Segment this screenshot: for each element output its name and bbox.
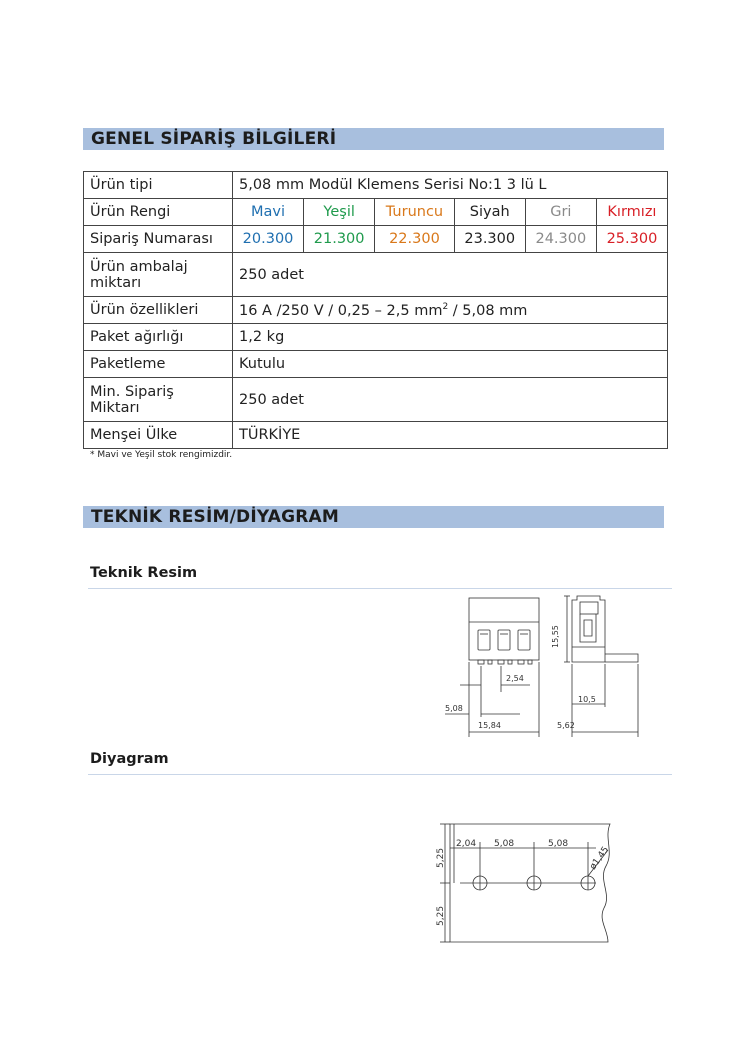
dim-label: 5,62 (557, 721, 575, 730)
table-row (84, 172, 668, 199)
order-number-yesil: 21.300 (304, 226, 375, 253)
dim-label: 5,08 (548, 839, 569, 849)
dim-label: ø1,45 (588, 845, 612, 872)
order-number-mavi: 20.300 (233, 226, 304, 253)
row-value: TÜRKİYE (233, 422, 668, 449)
section-header-teknik (83, 506, 664, 528)
spec-superscript: 2 (442, 301, 449, 312)
section-header-genel (83, 128, 664, 150)
label-line: Miktarı (90, 399, 140, 416)
order-number-siyah: 23.300 (454, 226, 525, 253)
color-name-siyah: Siyah (454, 199, 525, 226)
dim-label: 15,55 (551, 625, 560, 648)
label-line: miktarı (90, 274, 142, 291)
stock-note: * Mavi ve Yeşil stok rengimizdir. (90, 450, 233, 460)
dim-label: 5,25 (436, 905, 446, 926)
table-row (84, 422, 668, 449)
row-value: 250 adet (233, 253, 668, 297)
order-number-kirmizi: 25.300 (596, 226, 667, 253)
color-name-turuncu: Turuncu (375, 199, 455, 226)
dim-label: 2,04 (456, 839, 477, 849)
label-line: Min. Sipariş (90, 383, 174, 400)
color-name-gri: Gri (525, 199, 596, 226)
row-label: Ürün Rengi (84, 199, 233, 226)
order-info-table (83, 171, 668, 449)
row-value (233, 297, 668, 324)
order-number-turuncu: 22.300 (375, 226, 455, 253)
table-row (84, 297, 668, 324)
label-line: Ürün ambalaj (90, 258, 188, 275)
row-value: 250 adet (233, 378, 668, 422)
section-title: GENEL SİPARİŞ BİLGİLERİ (91, 129, 337, 149)
row-label: Paket ağırlığı (84, 324, 233, 351)
row-label: Paketleme (84, 351, 233, 378)
table-row (84, 199, 668, 226)
color-name-kirmizi: Kırmızı (596, 199, 667, 226)
divider (88, 774, 672, 775)
row-label (84, 253, 233, 297)
pcb-layout-diagram (436, 818, 616, 948)
divider (88, 588, 672, 589)
dim-label: 5,25 (436, 847, 446, 868)
dim-label: 5,08 (494, 839, 515, 849)
table-row (84, 324, 668, 351)
row-label: Ürün tipi (84, 172, 233, 199)
row-value: 1,2 kg (233, 324, 668, 351)
row-label: Sipariş Numarası (84, 226, 233, 253)
subheading-diyagram: Diyagram (90, 751, 169, 767)
spec-text: / 5,08 mm (448, 302, 528, 319)
table-row (84, 253, 668, 297)
table-row (84, 378, 668, 422)
spec-text: 16 A /250 V / 0,25 – 2,5 mm (239, 302, 443, 319)
row-value: Kutulu (233, 351, 668, 378)
order-number-gri: 24.300 (525, 226, 596, 253)
dim-label: 5,08 (445, 704, 463, 713)
color-name-mavi: Mavi (233, 199, 304, 226)
dim-label: 10,5 (578, 695, 596, 704)
technical-drawing (440, 592, 670, 752)
row-label: Ürün özellikleri (84, 297, 233, 324)
row-label (84, 378, 233, 422)
dim-label: 15,84 (478, 721, 501, 730)
row-label: Menşei Ülke (84, 422, 233, 449)
table-row (84, 351, 668, 378)
subheading-teknik-resim: Teknik Resim (90, 565, 198, 581)
section-title: TEKNİK RESİM/DİYAGRAM (91, 507, 340, 527)
dim-label: 2,54 (506, 674, 524, 683)
table-row (84, 226, 668, 253)
color-name-yesil: Yeşil (304, 199, 375, 226)
row-value: 5,08 mm Modül Klemens Serisi No:1 3 lü L (233, 172, 668, 199)
